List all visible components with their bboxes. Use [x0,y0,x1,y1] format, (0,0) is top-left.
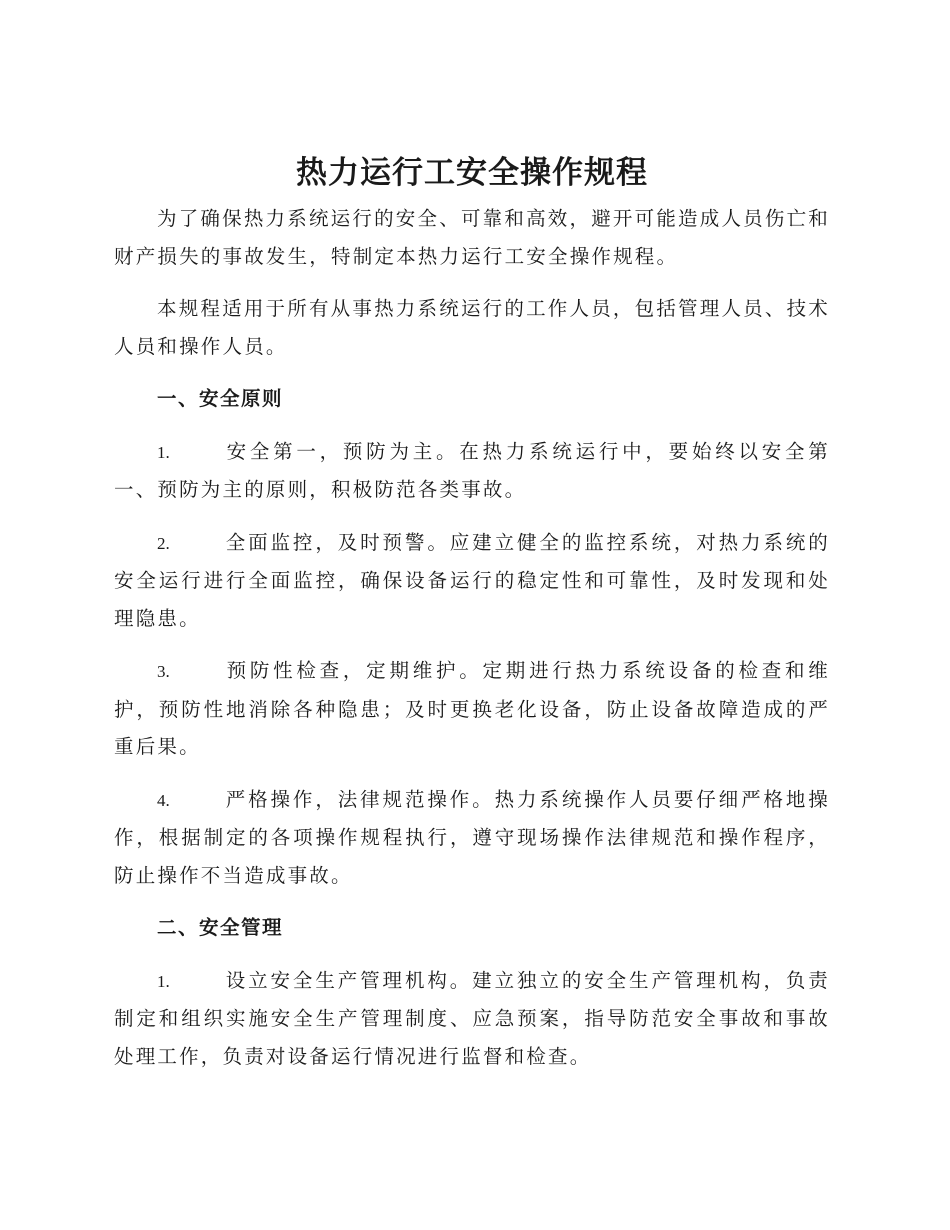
section-heading: 一、安全原则 [157,387,284,410]
item-text: 安全第一，预防为主。在热力系统运行中，要始终以安全第一、预防为主的原则，积极防范各类事故。 [114,439,830,501]
item-number: 2. [157,533,170,553]
item-text: 严格操作，法律规范操作。热力系统操作人员要仔细严格地操作，根据制定的各项操作规程执行，遵守现场操作法律规范和操作程序，防止操作不当造成事故。 [114,787,830,887]
item-text: 预防性检查，定期维护。定期进行热力系统设备的检查和维护，预防性地消除各种隐患；及时更换老化设备，防止设备故障造成的严重后果。 [114,659,830,758]
item-number: 1. [157,971,170,991]
item-number: 3. [157,662,170,681]
item-text: 设立安全生产管理机构。建立独立的安全生产管理机构，负责制定和组织实施安全生产管理制度、应急预案，指导防范安全事故和事故处理工作，负责对设备运行情况进行监督和检查。 [114,968,830,1068]
document-page [114,150,830,1090]
item-text: 全面监控，及时预警。应建立健全的监控系统，对热力系统的安全运行进行全面监控，确保设备运行的稳定性和可靠性，及时发现和处理隐患。 [114,530,830,630]
list-item [114,962,830,1076]
document-title: 热力运行工安全操作规程 [296,155,648,191]
section-heading: 二、安全管理 [157,916,284,939]
section-safety-management [114,909,830,1075]
item-number: 1. [157,442,170,462]
intro-paragraph: 为了确保热力系统运行的安全、可靠和高效，避开可能造成人员伤亡和财产损失的事故发生，特制定本热力运行工安全操作规程。 [114,207,830,268]
scope-paragraph: 本规程适用于所有从事热力系统运行的工作人员，包括管理人员、技术人员和操作人员。 [114,297,830,358]
list-item [114,433,830,509]
list-item [114,524,830,638]
section-safety-principles [114,380,830,894]
list-item [114,652,830,766]
item-number: 4. [157,790,170,810]
list-item [114,781,830,895]
